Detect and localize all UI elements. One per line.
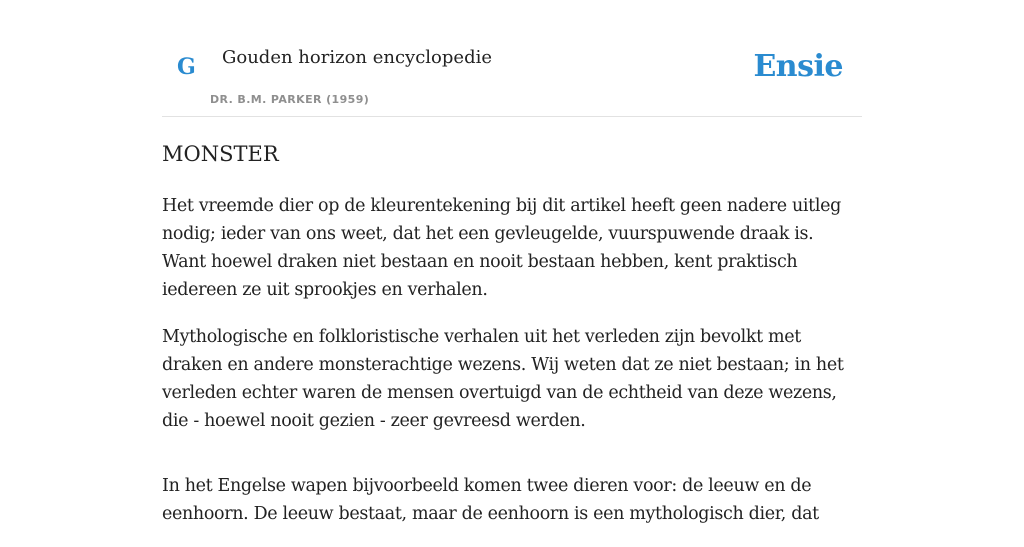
article-body bbox=[162, 192, 862, 547]
header bbox=[162, 0, 862, 117]
article-paragraph: Mythologische en folkloristische verhalen uit het verleden zijn bevolkt met draken en andere monsterachtige wezens. Wij weten dat ze niet bestaan; in het verleden echter waren de mensen overtuigd van de echtheid van deze wezens, die - hoewel nooit gezien - zeer gevreesd werden. bbox=[162, 327, 844, 431]
book-author[interactable]: DR. B.M. PARKER (1959) bbox=[210, 93, 370, 106]
article-title: MONSTER bbox=[162, 142, 279, 166]
book-logo-icon[interactable]: G bbox=[177, 54, 196, 80]
article-paragraph: Het vreemde dier op de kleurentekening bij dit artikel heeft geen nadere uitleg nodig; ieder van ons weet, dat het een gevleugelde, vuurspuwende draak is. Want hoewel draken niet bestaan en nooit bestaan hebben, kent praktisch iedereen ze uit sprookjes en verhalen. bbox=[162, 196, 841, 300]
book-title[interactable]: Gouden horizon encyclopedie bbox=[222, 47, 492, 68]
article-paragraph: In het Engelse wapen bijvoorbeeld komen twee dieren voor: de leeuw en de eenhoorn. De leeuw bestaat, maar de eenhoorn is een mythologisch dier, dat bbox=[162, 476, 819, 524]
brand-logo[interactable]: Ensie bbox=[753, 49, 843, 84]
content-column bbox=[162, 0, 862, 524]
